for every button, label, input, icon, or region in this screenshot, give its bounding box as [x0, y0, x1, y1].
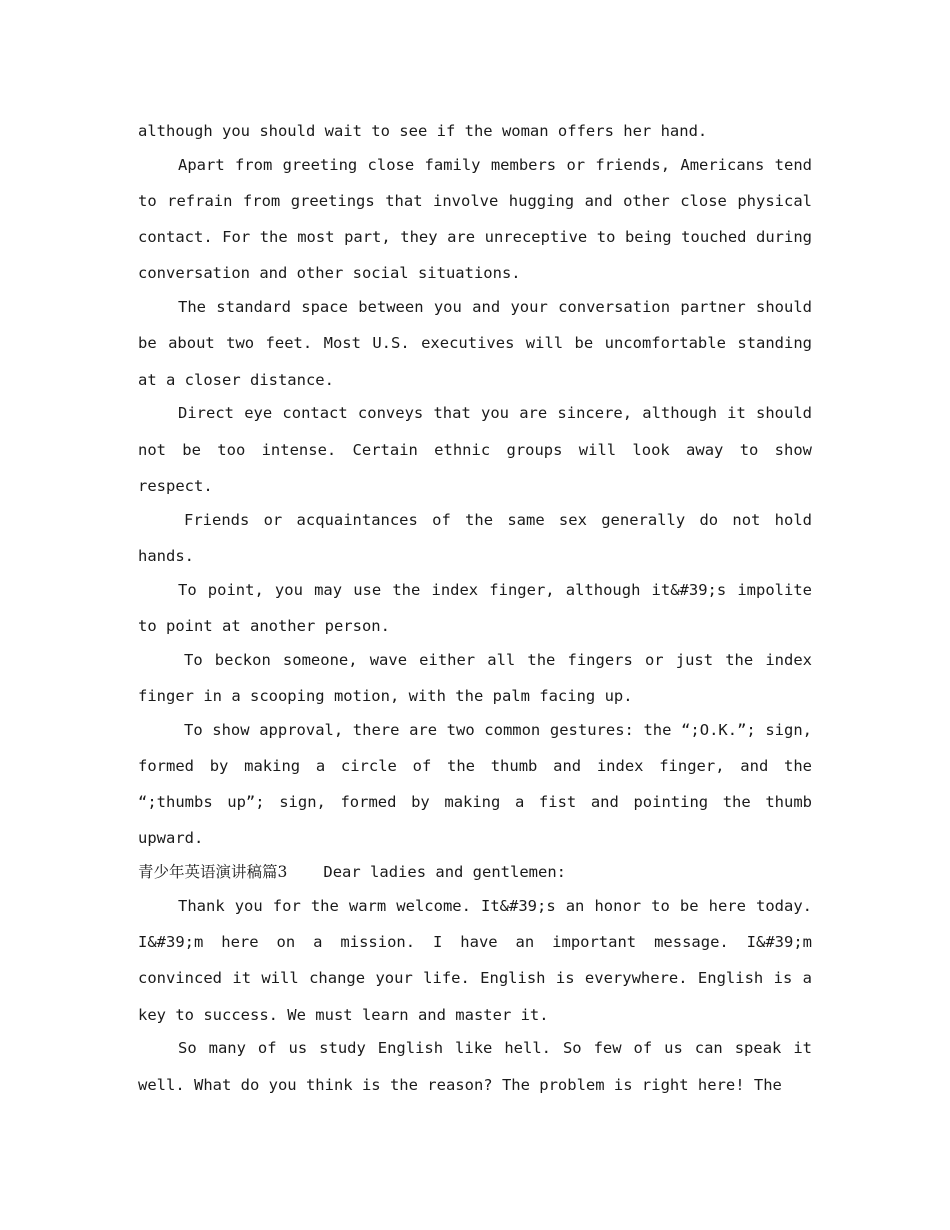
- paragraph-personal-space: The standard space between you and your conversation partner should be about two feet. Most U.S. executives will be uncomfortable standing at a closer distance.: [138, 298, 812, 389]
- section-heading: 青少年英语演讲稿篇3: [138, 863, 288, 882]
- paragraph-approval-gestures: To show approval, there are two common gestures: the “;O.K.”; sign, formed by making a circle of the thumb and index finger, and the “;thumbs up”; sign, formed by making a fist and pointing the thumb upward.: [138, 720, 812, 848]
- paragraph-pointing: To point, you may use the index finger, although it&#39;s impolite to point at another person.: [138, 580, 812, 635]
- document-body: [138, 113, 812, 1100]
- paragraph-continuation: although you should wait to see if the woman offers her hand.: [138, 122, 708, 140]
- paragraph-speech-intro: Thank you for the warm welcome. It&#39;s an honor to be here today. I&#39;m here on a mission. I have an important message. I&#39;m convinced it will change your life. English is everywhere. English is a key to success. We must learn and master it.: [138, 896, 812, 1024]
- section-heading-line: [138, 854, 812, 890]
- paragraph-beckoning: To beckon someone, wave either all the fingers or just the index finger in a scooping motion, with the palm facing up.: [138, 650, 812, 705]
- paragraph-holding-hands: Friends or acquaintances of the same sex generally do not hold hands.: [138, 510, 812, 565]
- paragraph-physical-contact: Apart from greeting close family members or friends, Americans tend to refrain from greetings that involve hugging and other close physical contact. For the most part, they are unreceptive to being touched during conversation and other social situations.: [138, 155, 812, 283]
- paragraph-speech-problem: So many of us study English like hell. So few of us can speak it well. What do you think is the reason? The problem is right here! The: [138, 1039, 812, 1094]
- section-greeting: Dear ladies and gentlemen:: [323, 863, 567, 882]
- paragraph-eye-contact: Direct eye contact conveys that you are sincere, although it should not be too intense. Certain ethnic groups will look away to show respect.: [138, 404, 812, 495]
